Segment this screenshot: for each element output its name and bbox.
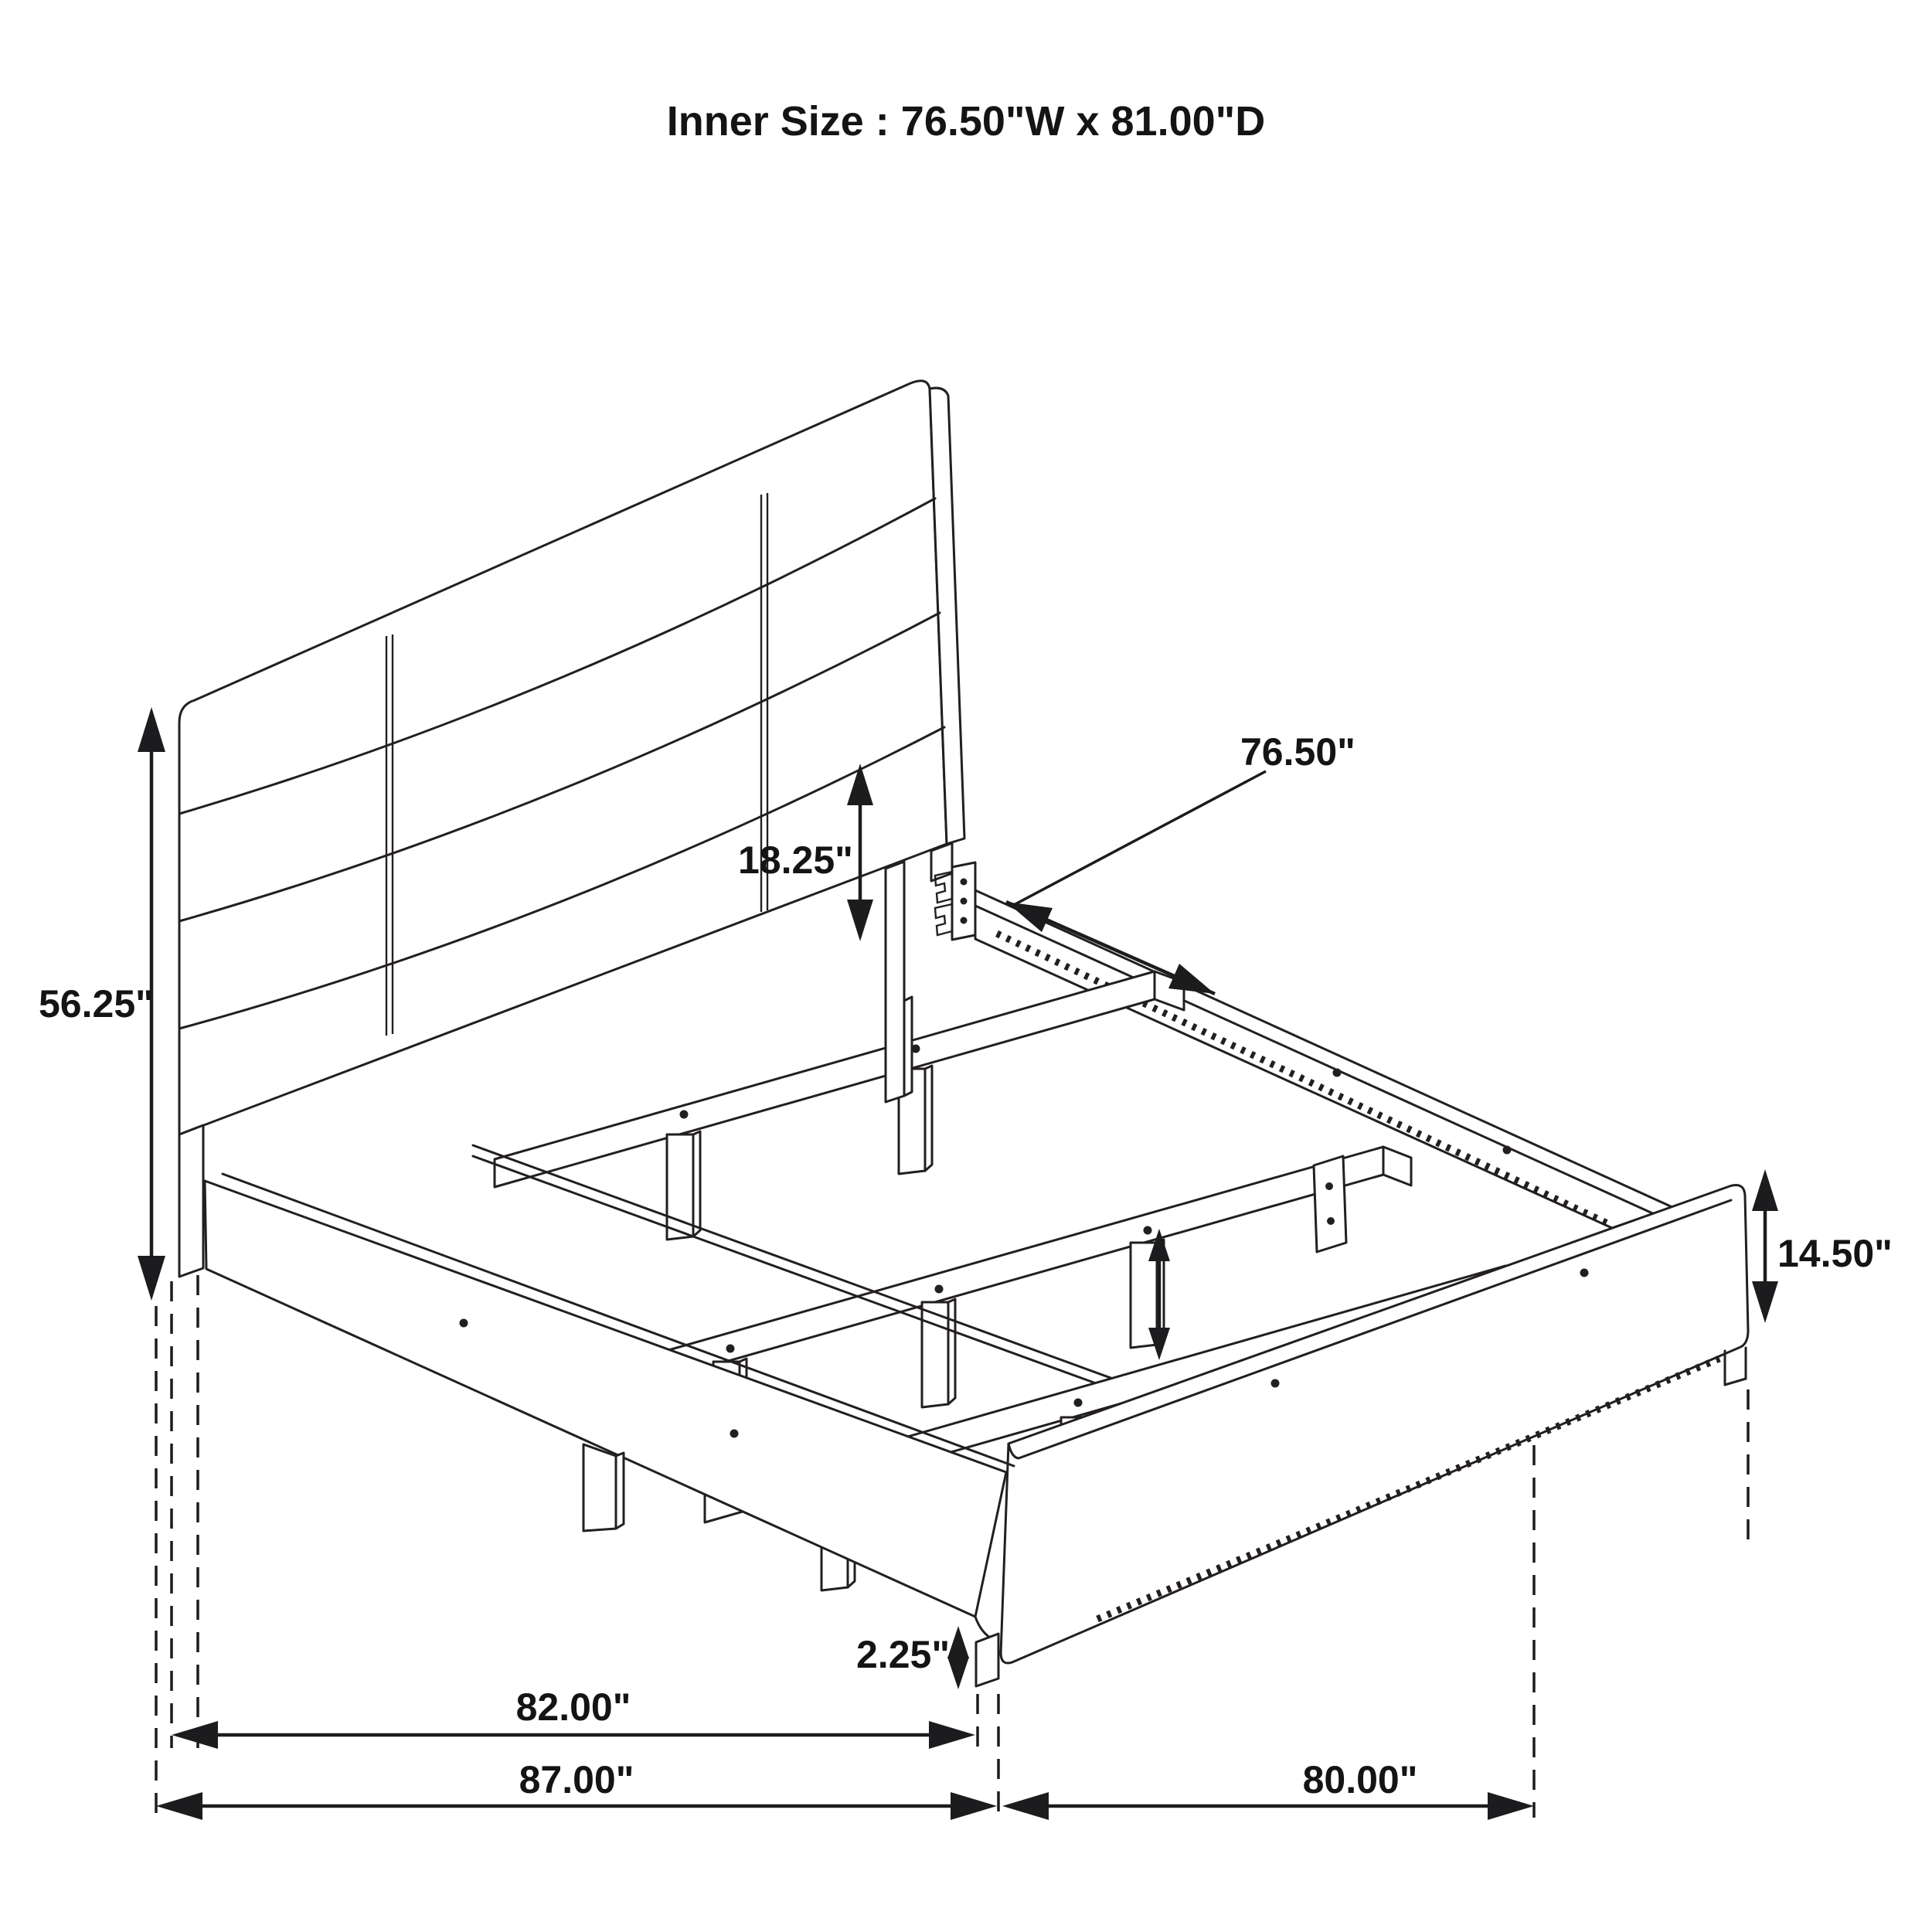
headboard-face	[179, 381, 947, 1134]
dim-footboard-width	[1002, 1758, 1534, 1820]
dim-rail-bottom-gap	[856, 1626, 969, 1689]
label-inner-width: 76.50"	[1240, 730, 1355, 774]
headboard-left-leg	[179, 1125, 203, 1277]
bracket-hook-icon	[935, 904, 952, 935]
headboard	[179, 381, 964, 1134]
dim-inner-length	[172, 1685, 975, 1749]
label-rail-bottom-gap: 2.25"	[856, 1633, 951, 1676]
slat-rail-head	[495, 971, 1184, 1240]
foot-corner-leg	[976, 1634, 998, 1686]
slat-rail-middle-endcap	[1383, 1147, 1411, 1185]
label-footboard-height: 14.50"	[1777, 1232, 1893, 1275]
footboard	[1001, 1185, 1748, 1664]
dim-headboard-height	[39, 707, 165, 1301]
label-headboard-height: 56.25"	[39, 982, 154, 1026]
diagram-title: Inner Size : 76.50"W x 81.00"D	[666, 98, 1266, 145]
dim-overall-length	[156, 1758, 997, 1820]
dim-footboard-height	[1752, 1169, 1893, 1323]
label-headboard-clearance: 18.25"	[738, 838, 853, 882]
rail-mounting-plate	[1314, 1156, 1346, 1252]
label-footboard-width: 80.00"	[1302, 1758, 1418, 1801]
label-inner-length: 82.00"	[515, 1685, 631, 1729]
rail-floor-block	[583, 1444, 616, 1531]
label-overall-length: 87.00"	[519, 1758, 634, 1801]
left-side-rail	[205, 1174, 1014, 1641]
